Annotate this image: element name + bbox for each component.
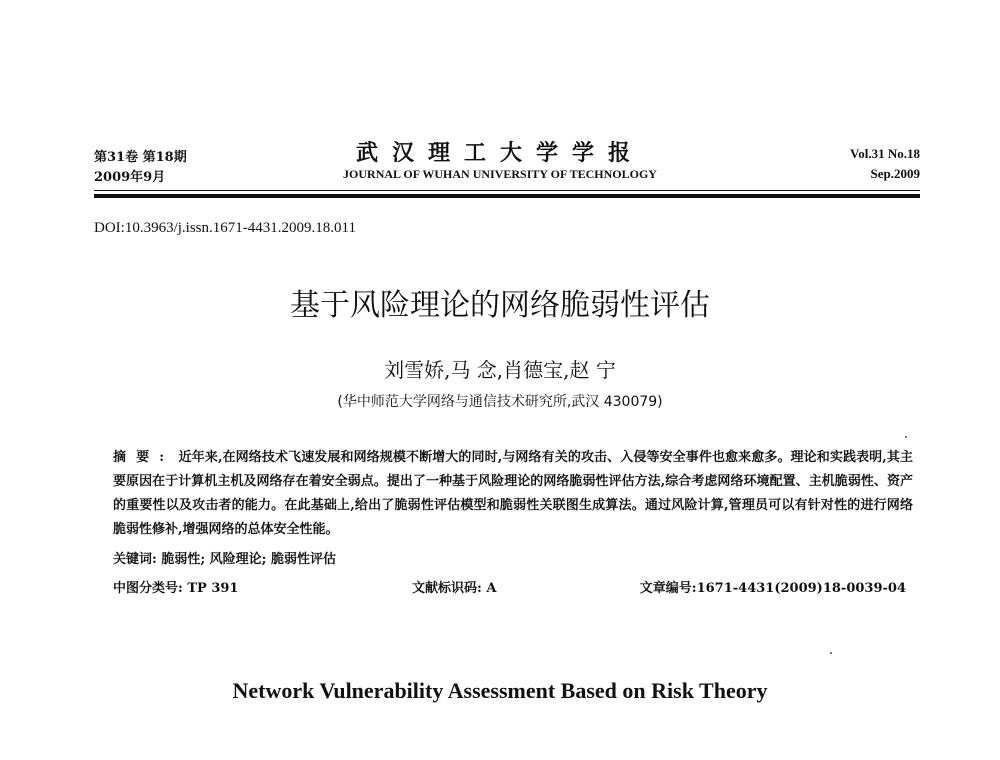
scan-speck bbox=[830, 652, 832, 654]
clc-label: 中图分类号: bbox=[113, 581, 183, 596]
paper-title-en: Network Vulnerability Assessment Based on Risk Theory bbox=[232, 678, 768, 703]
abstract-label: 摘要: bbox=[113, 450, 175, 465]
authors: 刘雪娇,马 念,肖德宝,赵 宁 bbox=[384, 358, 616, 382]
volume-issue-cn: 第31卷 第18期 bbox=[94, 150, 187, 165]
paper-title-cn: 基于风险理论的网络脆弱性评估 bbox=[290, 288, 710, 323]
journal-title-cn: 武汉理工大学学报 bbox=[355, 140, 644, 166]
clc-number bbox=[113, 577, 238, 596]
journal-title-en: JOURNAL OF WUHAN UNIVERSITY OF TECHNOLOGY bbox=[343, 167, 657, 181]
doc-code-value: A bbox=[486, 581, 497, 596]
affiliation: (华中师范大学网络与通信技术研究所,武汉 430079) bbox=[337, 394, 663, 410]
date-en: Sep.2009 bbox=[870, 166, 920, 181]
keywords bbox=[113, 548, 336, 567]
article-no-value: 1671-4431(2009)18-0039-04 bbox=[696, 581, 906, 596]
abstract bbox=[113, 446, 913, 542]
article-no-label: 文章编号: bbox=[639, 581, 697, 596]
keywords-label: 关键词: bbox=[113, 552, 157, 567]
date-cn: 2009年9月 bbox=[94, 170, 166, 185]
doi: DOI:10.3963/j.issn.1671-4431.2009.18.011 bbox=[94, 220, 356, 236]
keywords-text: 脆弱性; 风险理论; 脆弱性评估 bbox=[161, 552, 336, 567]
scan-speck bbox=[905, 436, 907, 438]
abstract-text: 近年来,在网络技术飞速发展和网络规模不断增大的同时,与网络有关的攻击、入侵等安全事件也愈来愈多。理论和实践表明,其主要原因在于计算机主机及网络存在着安全弱点。提出了一种基于风险理论的网络脆弱性评估方法,综合考虑网络环境配置、主机脆弱性、资产的重要性以及攻击者的能力。在此基础上,给出了脆弱性评估模型和脆弱性关联图生成算法。通过风险计算,管理员可以有针对性的进行网络脆弱性修补,增强网络的总体安全性能。 bbox=[113, 450, 913, 537]
article-number bbox=[640, 577, 906, 596]
clc-value: TP 391 bbox=[187, 581, 239, 596]
header-rule-thin bbox=[94, 190, 920, 191]
header-rule-thick bbox=[94, 194, 920, 198]
doc-code-label: 文献标识码: bbox=[412, 581, 482, 596]
volume-issue-en: Vol.31 No.18 bbox=[850, 146, 920, 161]
document-code bbox=[412, 577, 496, 596]
